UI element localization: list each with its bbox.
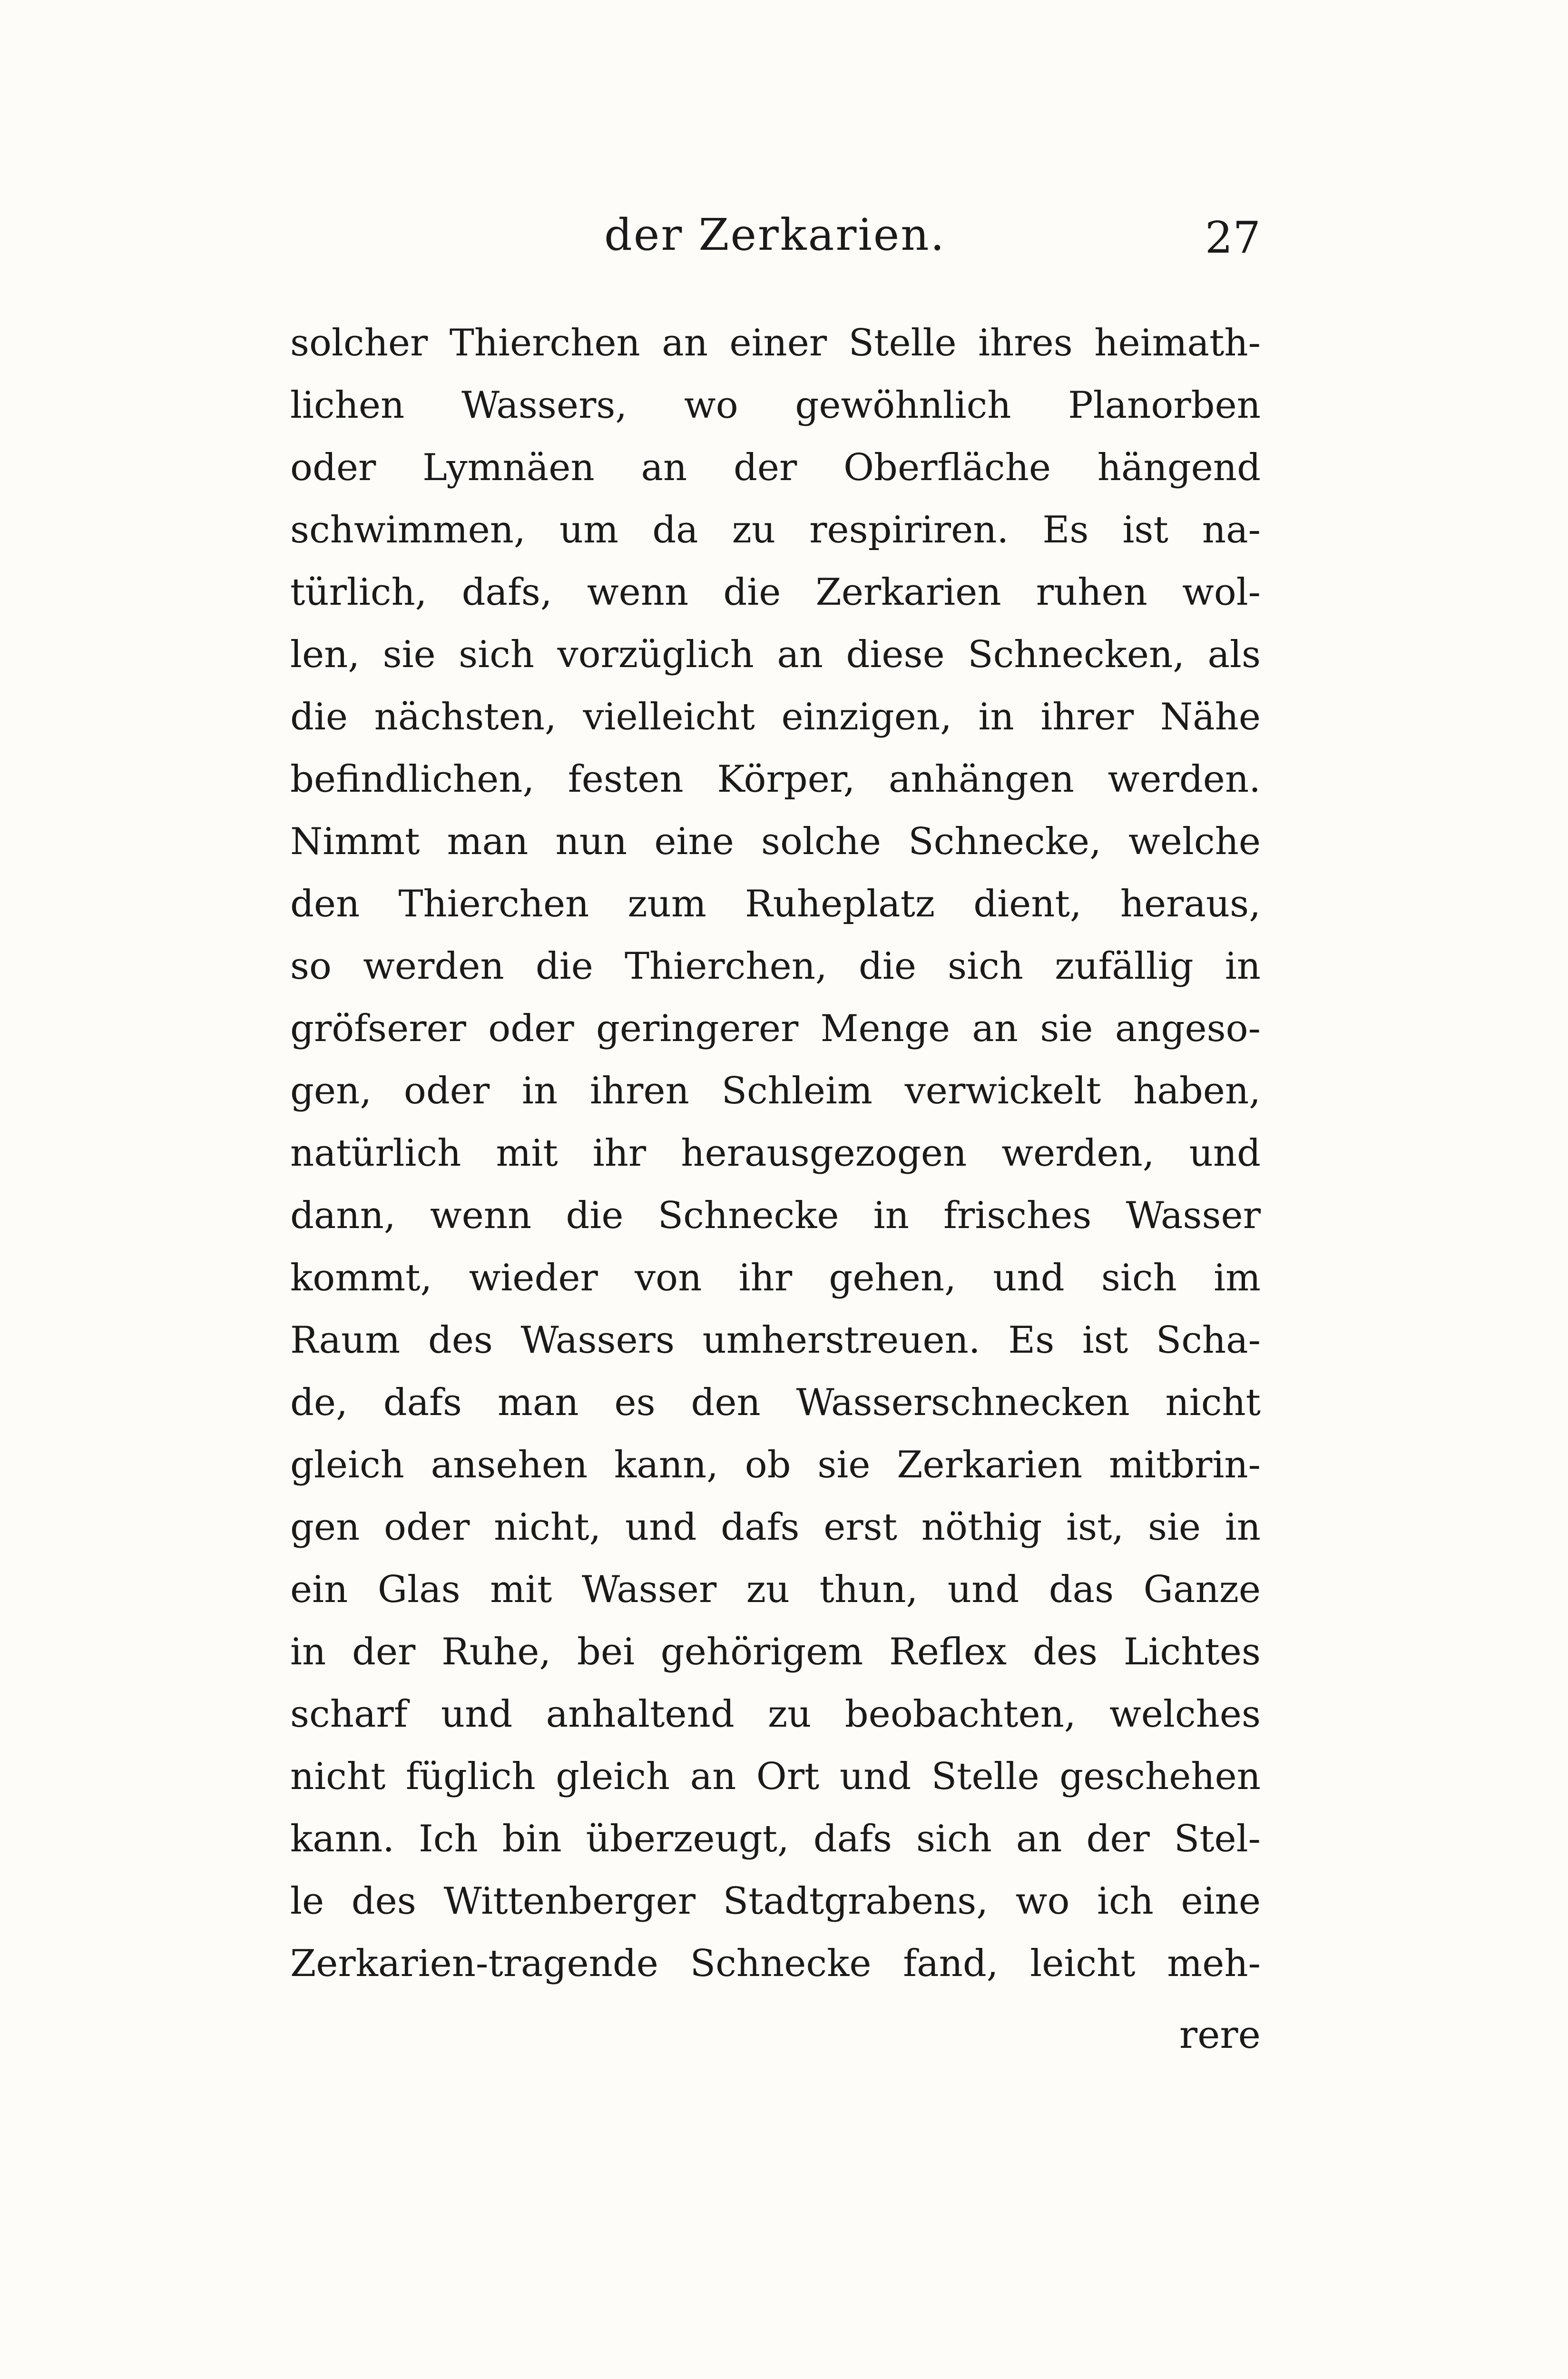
- page-number: 27: [1205, 212, 1261, 263]
- page-header: [290, 209, 1261, 266]
- text-line: türlich, dafs, wenn die Zerkarien ruhen wol-: [290, 571, 1261, 614]
- text-line: le des Wittenberger Stadtgrabens, wo ich eine: [290, 1880, 1261, 1923]
- text-line: schwimmen, um da zu respiriren. Es ist na-: [290, 509, 1261, 551]
- text-line: befindlichen, festen Körper, anhängen werden.: [290, 758, 1261, 801]
- text-line: gen, oder in ihren Schleim verwickelt haben,: [290, 1070, 1261, 1112]
- text-line: natürlich mit ihr herausgezogen werden, und: [290, 1132, 1261, 1175]
- text-line: gröfserer oder geringerer Menge an sie angeso-: [290, 1007, 1261, 1050]
- body-text: [290, 312, 1261, 1995]
- catchword: rere: [1179, 2013, 1261, 2057]
- text-line: so werden die Thierchen, die sich zufällig in: [290, 945, 1261, 988]
- text-line: Zerkarien-tragende Schnecke fand, leicht meh-: [290, 1942, 1261, 1985]
- text-line: in der Ruhe, bei gehörigem Reflex des Lichtes: [290, 1631, 1261, 1673]
- text-line: die nächsten, vielleicht einzigen, in ihrer Nähe: [290, 696, 1261, 738]
- text-line: den Thierchen zum Ruheplatz dient, heraus,: [290, 883, 1261, 925]
- text-line: Nimmt man nun eine solche Schnecke, welche: [290, 820, 1261, 863]
- text-line: gleich ansehen kann, ob sie Zerkarien mitbrin-: [290, 1444, 1261, 1486]
- text-line: Raum des Wassers umherstreuen. Es ist Scha-: [290, 1319, 1261, 1362]
- text-line: nicht füglich gleich an Ort und Stelle geschehen: [290, 1755, 1261, 1798]
- text-line: de, dafs man es den Wasserschnecken nicht: [290, 1381, 1261, 1424]
- text-line: solcher Thierchen an einer Stelle ihres heimath-: [290, 322, 1261, 364]
- text-line: lichen Wassers, wo gewöhnlich Planorben: [290, 384, 1261, 427]
- text-line: ein Glas mit Wasser zu thun, und das Ganze: [290, 1568, 1261, 1611]
- text-line: oder Lymnäen an der Oberfläche hängend: [290, 446, 1261, 489]
- text-line: kommt, wieder von ihr gehen, und sich im: [290, 1257, 1261, 1299]
- text-line: gen oder nicht, und dafs erst nöthig ist, sie in: [290, 1506, 1261, 1549]
- text-line: scharf und anhaltend zu beobachten, welches: [290, 1693, 1261, 1736]
- running-head: der Zerkarien.: [604, 209, 946, 260]
- text-line: len, sie sich vorzüglich an diese Schnecken, als: [290, 633, 1261, 676]
- text-line: kann. Ich bin überzeugt, dafs sich an der Stel-: [290, 1818, 1261, 1860]
- text-line: dann, wenn die Schnecke in frisches Wasser: [290, 1194, 1261, 1237]
